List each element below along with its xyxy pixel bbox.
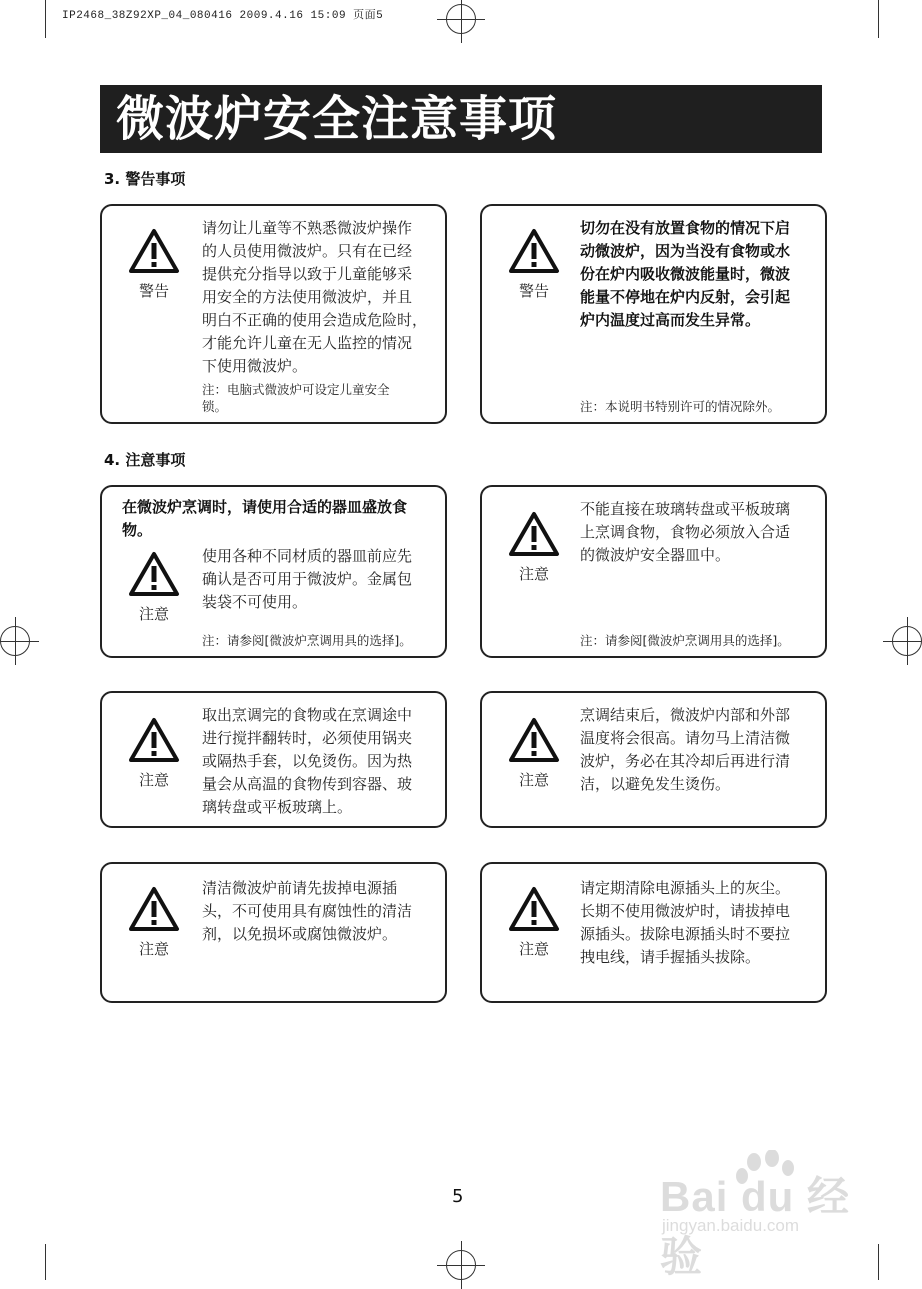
caution-box-cleaning xyxy=(100,862,447,1003)
warning-icon-group xyxy=(126,228,182,301)
warning-triangle-icon xyxy=(128,886,180,932)
caution-label: 注意 xyxy=(138,940,169,958)
registration-mark-left xyxy=(0,626,30,656)
caution-box-power-plug xyxy=(480,862,827,1003)
warning-label: 警告 xyxy=(138,282,169,300)
page-number: 5 xyxy=(452,1186,464,1207)
crop-mark-bottom-right xyxy=(878,1244,879,1280)
caution-text: 请定期清除电源插头上的灰尘。 长期不使用微波炉时，请拔掉电 源插头。拔除电源插头时不要拉 拽电线，请手握插头拔除。 xyxy=(580,879,791,966)
caution-box-cookware xyxy=(100,485,447,658)
caution-box-turntable xyxy=(480,485,827,658)
warning-text: 请勿让儿童等不熟悉微波炉操作 的人员使用微波炉。只有在已经 提供充分指导以致于儿童能够采 用安全的方法使用微波炉，并且 明白不正确的使用会造成危险时， 才能允许儿童在无人监控的情况 下使用微波炉。 xyxy=(202,219,428,375)
print-header: IP2468_38Z92XP_04_080416 2009.4.16 15:09 页面5 xyxy=(62,10,384,22)
registration-mark-right xyxy=(892,626,922,656)
caution-icon-group xyxy=(506,717,562,790)
warning-note: 注：电脑式微波炉可设定儿童安全 锁。 xyxy=(202,382,390,414)
warning-text: 切勿在没有放置食物的情况下启 动微波炉，因为当没有食物或水 份在炉内吸收微波能量时，微波 能量不停地在炉内反射，会引起 炉内温度过高而发生异常。 xyxy=(580,219,791,329)
caution-lead: 在微波炉烹调时，请使用合适的器皿盛放食 物。 xyxy=(122,498,408,539)
registration-mark-bottom xyxy=(446,1250,476,1280)
warning-triangle-icon xyxy=(508,228,560,274)
warning-triangle-icon xyxy=(128,551,180,597)
caution-label: 注意 xyxy=(138,771,169,789)
page-title: 微波炉安全注意事项 xyxy=(116,91,558,147)
crop-mark-top-right xyxy=(878,0,879,38)
baidu-jingyan-watermark xyxy=(660,1150,870,1280)
warning-box-empty-operation xyxy=(480,204,827,424)
warning-triangle-icon xyxy=(128,228,180,274)
caution-label: 注意 xyxy=(138,605,169,623)
caution-icon-group xyxy=(126,551,182,624)
crop-mark-bottom-left xyxy=(45,1244,46,1280)
caution-text: 取出烹调完的食物或在烹调途中 进行搅拌翻转时，必须使用锅夹 或隔热手套，以免烫伤。因为热 量会从高温的食物传到容器、玻 璃转盘或平板玻璃上。 xyxy=(202,706,413,816)
crop-mark-top-left xyxy=(45,0,46,38)
caution-text: 清洁微波炉前请先拔掉电源插 头，不可使用具有腐蚀性的清洁 剂，以免损坏或腐蚀微波炉。 xyxy=(202,879,413,943)
watermark-logo: Bai du 经验 xyxy=(660,1173,851,1280)
section-heading-cautions: 4. 注意事项 xyxy=(104,451,186,469)
caution-box-hot-food xyxy=(100,691,447,828)
caution-text: 使用各种不同材质的器皿前应先 确认是否可用于微波炉。金属包 装袋不可使用。 xyxy=(202,547,413,611)
caution-icon-group xyxy=(126,886,182,959)
caution-box-after-cooking xyxy=(480,691,827,828)
warning-triangle-icon xyxy=(508,886,560,932)
warning-label: 警告 xyxy=(518,282,549,300)
caution-text: 烹调结束后，微波炉内部和外部 温度将会很高。请勿马上清洁微 波炉，务必在其冷却后再进行清 洁，以避免发生烫伤。 xyxy=(580,706,791,793)
warning-note: 注：本说明书特别许可的情况除外。 xyxy=(580,399,781,414)
caution-icon-group xyxy=(126,717,182,790)
section-heading-warnings: 3. 警告事项 xyxy=(104,170,186,188)
warning-icon-group xyxy=(506,228,562,301)
watermark-url: jingyan.baidu.com xyxy=(662,1216,800,1235)
warning-triangle-icon xyxy=(508,717,560,763)
registration-mark-top xyxy=(446,4,476,34)
caution-label: 注意 xyxy=(518,940,549,958)
caution-text: 不能直接在玻璃转盘或平板玻璃 上烹调食物，食物必须放入合适 的微波炉安全器皿中。 xyxy=(580,500,791,564)
caution-icon-group xyxy=(506,511,562,584)
warning-triangle-icon xyxy=(508,511,560,557)
caution-icon-group xyxy=(506,886,562,959)
caution-label: 注意 xyxy=(518,565,549,583)
warning-box-children xyxy=(100,204,447,424)
warning-triangle-icon xyxy=(128,717,180,763)
caution-note: 注：请参阅[微波炉烹调用具的选择]。 xyxy=(580,633,790,648)
caution-note: 注：请参阅[微波炉烹调用具的选择]。 xyxy=(202,633,412,648)
title-bar xyxy=(100,85,822,153)
caution-label: 注意 xyxy=(518,771,549,789)
